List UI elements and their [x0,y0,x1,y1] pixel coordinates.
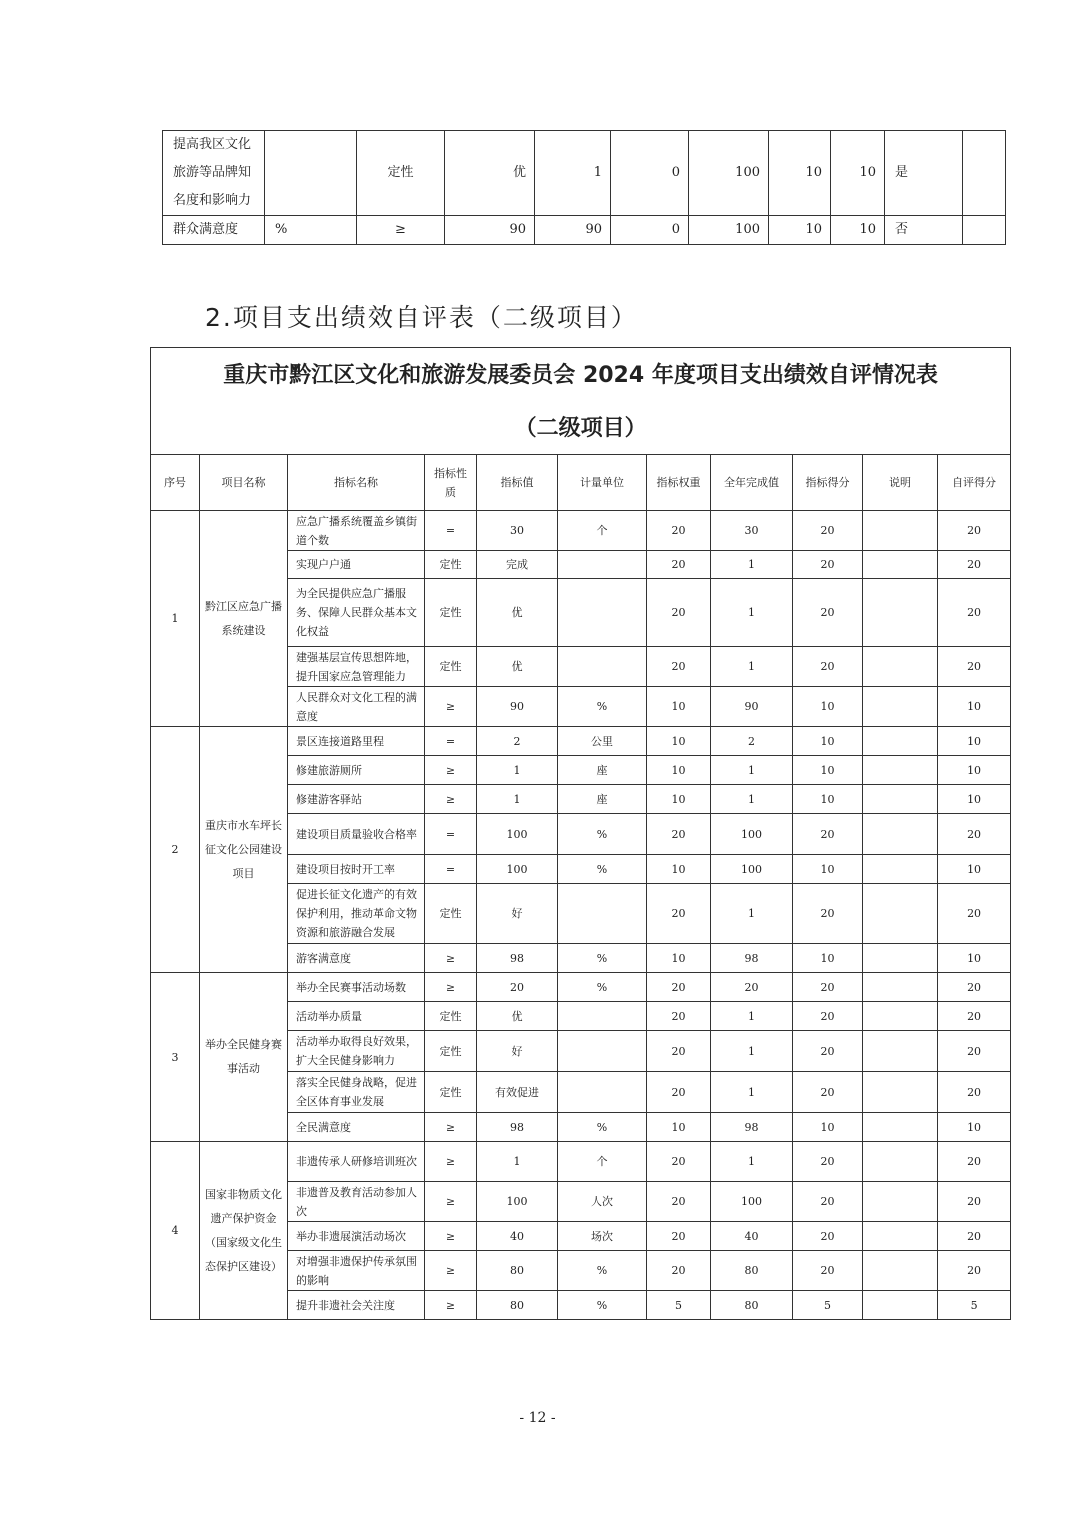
note-cell [863,1222,938,1251]
nature-cell: 定性 [425,647,477,687]
unit-cell: % [558,973,647,1002]
actual-cell: 2 [711,727,793,756]
score-cell: 10 [793,1113,863,1142]
nature-cell: ≥ [425,1142,477,1182]
note-cell [863,1251,938,1291]
note-cell [863,1291,938,1320]
value-cell: 10 [769,131,831,216]
value-cell [963,131,1006,216]
value-cell: 100 [689,131,769,216]
nature-cell: 定性 [357,131,445,216]
self-score-cell: 20 [938,579,1011,647]
indicator-cell: 举办全民赛事活动场数 [288,973,425,1002]
weight-cell: 10 [647,785,711,814]
note-cell [863,756,938,785]
target-cell: 100 [477,1182,558,1222]
self-score-cell: 5 [938,1291,1011,1320]
unit-cell: % [558,1113,647,1142]
weight-cell: 20 [647,1002,711,1031]
target-cell: 优 [477,647,558,687]
unit-cell: % [558,1291,647,1320]
top-table-body [163,131,1006,245]
target-cell: 好 [477,1031,558,1072]
nature-cell: ≥ [425,756,477,785]
indicator-cell: 活动举办质量 [288,1002,425,1031]
weight-cell: 10 [647,756,711,785]
indicator-cell: 对增强非遗保护传承氛围的影响 [288,1251,425,1291]
indicator-cell: 为全民提供应急广播服务、保障人民群众基本文化权益 [288,579,425,647]
nature-cell: ≥ [425,944,477,973]
unit-cell: % [558,855,647,884]
unit-cell [558,579,647,647]
nature-cell: 定性 [425,1002,477,1031]
self-score-cell: 10 [938,687,1011,727]
note-cell [863,727,938,756]
target-cell: 优 [445,131,535,216]
table-row [151,1142,1011,1182]
indicator-cell: 提高我区文化旅游等品牌知名度和影响力 [163,131,265,216]
note-cell [863,647,938,687]
target-cell: 优 [477,579,558,647]
actual-cell: 100 [711,1182,793,1222]
nature-cell: ≥ [425,1113,477,1142]
subtitle-row [151,404,1011,455]
self-score-cell: 20 [938,1142,1011,1182]
actual-cell: 1 [711,1142,793,1182]
weight-cell: 10 [647,855,711,884]
score-cell: 20 [793,1031,863,1072]
project-name-cell: 国家非物质文化遗产保护资金（国家级文化生态保护区建设） [200,1142,288,1320]
target-cell: 1 [477,1142,558,1182]
self-score-cell: 20 [938,1222,1011,1251]
column-header: 指标值 [477,455,558,511]
indicator-cell: 景区连接道路里程 [288,727,425,756]
indicator-cell: 修建游客驿站 [288,785,425,814]
score-cell: 10 [793,687,863,727]
indicator-cell: 建强基层宣传思想阵地，提升国家应急管理能力 [288,647,425,687]
score-cell: 20 [793,1251,863,1291]
weight-cell: 10 [647,687,711,727]
nature-cell: 定性 [425,884,477,944]
actual-cell: 80 [711,1291,793,1320]
weight-cell: 20 [647,511,711,551]
score-cell: 10 [793,727,863,756]
self-score-cell: 20 [938,814,1011,855]
weight-cell: 5 [647,1291,711,1320]
actual-cell: 90 [711,687,793,727]
unit-cell: % [558,687,647,727]
nature-cell: ≥ [425,687,477,727]
project-number-cell: 2 [151,727,200,973]
main-table-body [151,348,1011,1320]
self-score-cell: 10 [938,785,1011,814]
note-cell [863,551,938,579]
column-header: 说明 [863,455,938,511]
target-cell: 90 [445,216,535,245]
value-cell: 10 [831,131,885,216]
note-cell [863,687,938,727]
column-header: 全年完成值 [711,455,793,511]
actual-cell: 1 [711,785,793,814]
weight-cell: 20 [647,814,711,855]
weight-cell: 20 [647,973,711,1002]
actual-cell: 1 [711,579,793,647]
column-header: 项目名称 [200,455,288,511]
value-cell: 10 [831,216,885,245]
unit-cell [265,131,357,216]
actual-cell: 1 [711,1002,793,1031]
note-cell [863,884,938,944]
indicator-cell: 活动举办取得良好效果，扩大全民健身影响力 [288,1031,425,1072]
self-score-cell: 20 [938,1072,1011,1113]
self-score-cell: 10 [938,727,1011,756]
project-number-cell: 4 [151,1142,200,1320]
column-header: 指标性质 [425,455,477,511]
table-row [163,216,1006,245]
nature-cell: ≥ [425,1222,477,1251]
score-cell: 20 [793,973,863,1002]
nature-cell: ≥ [425,1251,477,1291]
page-number: - 12 - [519,1410,556,1426]
project-name-cell: 重庆市水车坪长征文化公园建设项目 [200,727,288,973]
target-cell: 20 [477,973,558,1002]
target-cell: 有效促进 [477,1072,558,1113]
self-score-cell: 20 [938,1182,1011,1222]
target-cell: 1 [477,785,558,814]
score-cell: 20 [793,647,863,687]
project-name-cell: 黔江区应急广播系统建设 [200,511,288,727]
target-cell: 优 [477,1002,558,1031]
table-subtitle: （二级项目） [151,404,1011,455]
target-cell: 好 [477,884,558,944]
target-cell: 完成 [477,551,558,579]
actual-cell: 100 [711,855,793,884]
nature-cell: = [425,855,477,884]
weight-cell: 20 [647,1031,711,1072]
nature-cell: = [425,814,477,855]
self-score-cell: 20 [938,1031,1011,1072]
unit-cell: % [558,944,647,973]
weight-cell: 20 [647,884,711,944]
weight-cell: 20 [647,1142,711,1182]
indicator-cell: 促进长征文化遗产的有效保护利用，推动革命文物资源和旅游融合发展 [288,884,425,944]
target-cell: 80 [477,1251,558,1291]
self-score-cell: 10 [938,855,1011,884]
indicator-cell: 实现户户通 [288,551,425,579]
note-cell [863,1002,938,1031]
self-score-cell: 10 [938,756,1011,785]
weight-cell: 20 [647,1251,711,1291]
nature-cell: ≥ [425,1182,477,1222]
self-score-cell: 20 [938,973,1011,1002]
nature-cell: 定性 [425,1031,477,1072]
self-score-cell: 20 [938,1251,1011,1291]
unit-cell: 座 [558,785,647,814]
project-number-cell: 1 [151,511,200,727]
unit-cell [558,884,647,944]
unit-cell [558,647,647,687]
nature-cell: = [425,511,477,551]
note-cell [863,1113,938,1142]
target-cell: 80 [477,1291,558,1320]
indicator-cell: 全民满意度 [288,1113,425,1142]
target-cell: 98 [477,944,558,973]
value-cell: 100 [689,216,769,245]
unit-cell [558,551,647,579]
table-title: 重庆市黔江区文化和旅游发展委员会 2024 年度项目支出绩效自评情况表 [151,348,1011,405]
score-cell: 20 [793,814,863,855]
unit-cell [558,1002,647,1031]
score-cell: 10 [793,855,863,884]
nature-cell: 定性 [425,551,477,579]
unit-cell: % [265,216,357,245]
self-score-cell: 10 [938,944,1011,973]
indicator-cell: 建设项目按时开工率 [288,855,425,884]
nature-cell: ≥ [357,216,445,245]
target-cell: 1 [477,756,558,785]
actual-cell: 20 [711,973,793,1002]
note-cell [863,973,938,1002]
weight-cell: 20 [647,551,711,579]
score-cell: 20 [793,1002,863,1031]
value-cell: 是 [885,131,963,216]
self-score-cell: 20 [938,884,1011,944]
weight-cell: 10 [647,1113,711,1142]
self-score-cell: 10 [938,1113,1011,1142]
score-cell: 20 [793,1142,863,1182]
actual-cell: 1 [711,1031,793,1072]
indicator-cell: 群众满意度 [163,216,265,245]
nature-cell: 定性 [425,1072,477,1113]
unit-cell: % [558,814,647,855]
indicator-cell: 修建旅游厕所 [288,756,425,785]
indicator-cell: 应急广播系统覆盖乡镇街道个数 [288,511,425,551]
score-cell: 20 [793,579,863,647]
value-cell: 10 [769,216,831,245]
score-cell: 10 [793,756,863,785]
note-cell [863,1182,938,1222]
note-cell [863,1031,938,1072]
score-cell: 10 [793,944,863,973]
indicator-cell: 游客满意度 [288,944,425,973]
table-row [151,973,1011,1002]
table-row [151,727,1011,756]
self-score-cell: 20 [938,647,1011,687]
table-row [151,511,1011,551]
value-cell: 否 [885,216,963,245]
actual-cell: 1 [711,1072,793,1113]
nature-cell: ≥ [425,785,477,814]
target-cell: 98 [477,1113,558,1142]
title-row [151,348,1011,405]
unit-cell: 个 [558,1142,647,1182]
unit-cell: 座 [558,756,647,785]
target-cell: 30 [477,511,558,551]
actual-cell: 80 [711,1251,793,1291]
indicator-cell: 提升非遗社会关注度 [288,1291,425,1320]
column-header: 序号 [151,455,200,511]
actual-cell: 1 [711,551,793,579]
score-cell: 5 [793,1291,863,1320]
weight-cell: 20 [647,579,711,647]
indicator-cell: 人民群众对文化工程的满意度 [288,687,425,727]
nature-cell: ≥ [425,973,477,1002]
column-header: 指标名称 [288,455,425,511]
actual-cell: 98 [711,944,793,973]
score-cell: 20 [793,1182,863,1222]
unit-cell: % [558,1251,647,1291]
score-cell: 10 [793,785,863,814]
unit-cell: 个 [558,511,647,551]
table-row [163,131,1006,216]
indicator-cell: 落实全民健身战略，促进全区体育事业发展 [288,1072,425,1113]
unit-cell: 人次 [558,1182,647,1222]
note-cell [863,855,938,884]
top-continuation-table [162,130,1006,245]
target-cell: 100 [477,855,558,884]
value-cell: 90 [535,216,611,245]
note-cell [863,814,938,855]
score-cell: 20 [793,551,863,579]
unit-cell [558,1031,647,1072]
actual-cell: 98 [711,1113,793,1142]
unit-cell: 场次 [558,1222,647,1251]
self-score-cell: 20 [938,511,1011,551]
note-cell [863,1142,938,1182]
actual-cell: 1 [711,884,793,944]
actual-cell: 30 [711,511,793,551]
indicator-cell: 非遗传承人研修培训班次 [288,1142,425,1182]
unit-cell: 公里 [558,727,647,756]
self-score-cell: 20 [938,1002,1011,1031]
column-header: 计量单位 [558,455,647,511]
target-cell: 40 [477,1222,558,1251]
project-name-cell: 举办全民健身赛事活动 [200,973,288,1142]
value-cell [963,216,1006,245]
section-heading: 2.项目支出绩效自评表（二级项目） [205,303,638,332]
score-cell: 20 [793,1222,863,1251]
target-cell: 2 [477,727,558,756]
target-cell: 100 [477,814,558,855]
weight-cell: 20 [647,647,711,687]
weight-cell: 10 [647,944,711,973]
weight-cell: 20 [647,1182,711,1222]
value-cell: 0 [611,131,689,216]
weight-cell: 10 [647,727,711,756]
column-header: 指标权重 [647,455,711,511]
actual-cell: 1 [711,647,793,687]
project-number-cell: 3 [151,973,200,1142]
score-cell: 20 [793,884,863,944]
score-cell: 20 [793,1072,863,1113]
indicator-cell: 建设项目质量验收合格率 [288,814,425,855]
column-header: 指标得分 [793,455,863,511]
value-cell: 0 [611,216,689,245]
actual-cell: 40 [711,1222,793,1251]
note-cell [863,511,938,551]
indicator-cell: 非遗普及教育活动参加人次 [288,1182,425,1222]
column-header: 自评得分 [938,455,1011,511]
score-cell: 20 [793,511,863,551]
note-cell [863,579,938,647]
nature-cell: ≥ [425,1291,477,1320]
weight-cell: 20 [647,1222,711,1251]
note-cell [863,1072,938,1113]
performance-evaluation-table [150,347,1011,1320]
weight-cell: 20 [647,1072,711,1113]
note-cell [863,944,938,973]
note-cell [863,785,938,814]
header-row [151,455,1011,511]
indicator-cell: 举办非遗展演活动场次 [288,1222,425,1251]
actual-cell: 1 [711,756,793,785]
unit-cell [558,1072,647,1113]
actual-cell: 100 [711,814,793,855]
target-cell: 90 [477,687,558,727]
value-cell: 1 [535,131,611,216]
self-score-cell: 20 [938,551,1011,579]
nature-cell: 定性 [425,579,477,647]
nature-cell: = [425,727,477,756]
